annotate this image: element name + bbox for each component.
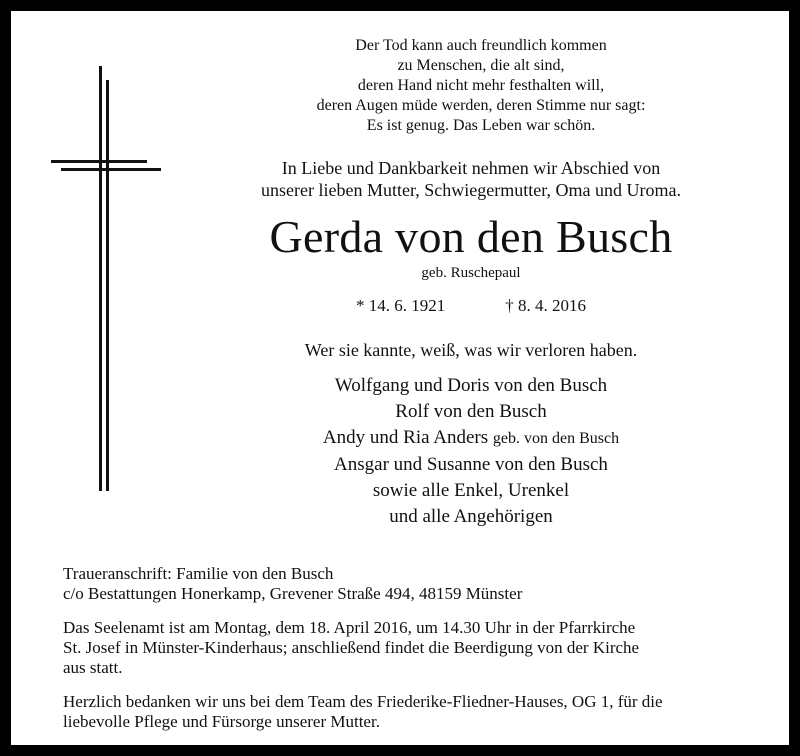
poem-line: Der Tod kann auch freundlich kommen [355,37,607,54]
mourner-line: sowie alle Enkel, Urenkel [372,480,570,501]
poem-line: Es ist genug. Das Leben war schön. [366,117,596,134]
mourner-line: und alle Angehörigen [389,506,553,527]
memorial-quote: Wer sie kannte, weiß, was wir verloren haben. [304,340,638,360]
mourner-maiden-name: geb. von den Busch [492,430,620,447]
thanks-line: Herzlich bedanken wir uns bei dem Team des Friederike-Fliedner-Hauses, OG 1, für die [63,692,663,711]
mourner-line: Wolfgang und Doris von den Busch [334,375,608,396]
cross-icon [51,66,171,491]
intro-line: In Liebe und Dankbarkeit nehmen wir Abschied von [281,158,661,178]
birth-date: * 14. 6. 1921 [356,296,446,315]
poem-line: deren Hand nicht mehr festhalten will, [357,77,605,94]
address-line: Traueranschrift: Familie von den Busch [63,564,334,583]
death-date: † 8. 4. 2016 [505,296,586,315]
mourner-line: Rolf von den Busch [395,401,547,422]
address-line: c/o Bestattungen Honerkamp, Grevener Straße 494, 48159 Münster [63,584,523,603]
poem-line: zu Menschen, die alt sind, [397,57,565,74]
requiem-line: Das Seelenamt ist am Montag, dem 18. April 2016, um 14.30 Uhr in der Pfarrkirche [63,618,636,637]
poem-line: deren Augen müde werden, deren Stimme nur sagt: [316,97,646,114]
requiem-info [63,618,763,678]
thanks-note [63,692,763,732]
deceased-name: Gerda von den Busch [269,211,673,262]
farewell-intro [211,157,731,201]
mourners-list [211,373,731,530]
requiem-line: aus statt. [63,658,123,677]
mourner-names: Andy und Ria Anders [322,427,489,448]
thanks-line: liebevolle Pflege und Fürsorge unserer Mutter. [63,712,380,731]
intro-line: unserer lieben Mutter, Schwiegermutter, Oma und Uroma. [261,180,681,200]
mourner-line: Ansgar und Susanne von den Busch [334,454,608,475]
requiem-line: St. Josef in Münster-Kinderhaus; anschließend findet die Beerdigung von der Kirche [63,638,640,657]
life-dates [321,295,621,317]
mourning-address [63,564,763,604]
poem [221,36,741,136]
mourner-line [211,425,731,452]
birth-name: geb. Ruschepaul [421,265,521,281]
